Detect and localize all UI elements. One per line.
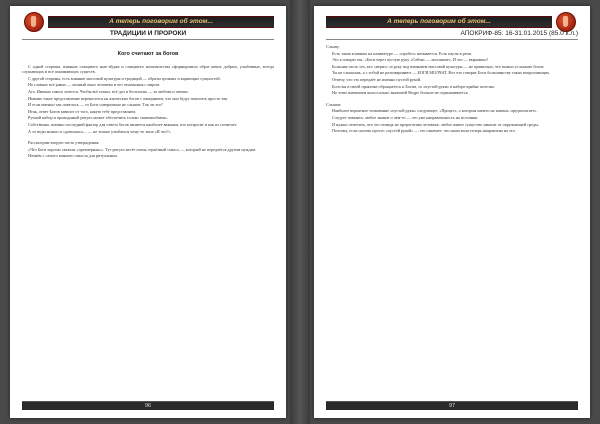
paragraph: Рассмотрим вторую часть утверждения: — [28, 140, 100, 146]
paragraph: Именно такое представление переносится на языческих богов с ожиданием, что они будут помогать просто так. — [28, 95, 229, 101]
right-page — [314, 6, 590, 418]
paragraph: Но главное всё равно — личный опыт человека и его отношения с миром. — [28, 82, 161, 88]
paragraph: «Что Боги хорошо сказали «чрезмерная»». Тут ритуал несёт очень серьёзный смысл, — который не передаётся другим нуждам. — [28, 146, 257, 152]
paragraph: С одной стороны, влияние слащавого нью-эйджа и слащавого неоязычества сформировало образ неких добрых, улыбчивых, всегда слушающих и всё понимающих существ. — [22, 63, 274, 75]
article-body — [22, 44, 274, 396]
paragraph: Большая часть тех, кто «верит» за руку под влиянием массовой культуры — не правильно, что можно услышать богов. — [332, 63, 545, 69]
paragraph: Боги вы в своей практике обращаетесь к Богам, то «пустой руки» в наборе крайне полезно. — [332, 83, 496, 89]
paragraph: Ты не слышишь, а с тобой не разговаривают — БОГИ МОЛЧАТ. Вот что говорят Боги большинству таких вопрошающих. — [332, 70, 551, 76]
paragraph: И если именно так повелось — то Боги совершенно не слышат. Так ли это? — [28, 102, 163, 108]
paragraph: Следует помнить: любое знание о чём-то — это уже направленность на источник. — [332, 114, 479, 120]
paragraph: Начнём с самого важного смысла для ритуальных. — [28, 153, 119, 159]
article-body — [326, 44, 578, 396]
page-number: 96 — [22, 401, 274, 410]
paragraph: Итак, ответ Богов зависит от того, какую тебе представляем. — [28, 108, 137, 114]
paragraph: Слышу. — [326, 44, 340, 49]
paragraph: Наиболее вероятное толкование «пустой руки» следующее: «Процесс, о котором ничего не знаешь, предполагает». — [332, 108, 538, 114]
left-page — [10, 6, 286, 418]
paragraph: Но этим значением колоссально значимей Ведро больше не ограничивается. — [332, 90, 469, 96]
running-header: А теперь поговорим об этом... — [48, 16, 274, 28]
paragraph: Собственно, именно последний фактор для ответа богов является наиболее важным, кто попросит и как их почитает. — [28, 121, 238, 127]
paragraph: Отвечу, что это передаёт не именно пустой рукой. — [332, 76, 422, 82]
page-number: 97 — [326, 401, 578, 410]
paragraph: Ручной набор и проводимый ритуал может обеспечить только «взаимообмен». — [28, 115, 169, 121]
article-title: Кого считают за богов — [117, 51, 179, 57]
paragraph: И нужно отметить, что это отнюдь не прерогатива человека: любое живое существо зависит от окружающей среды. — [332, 121, 539, 127]
section-title: АПОКРИФ-85: 16-31.01.2015 (85.0 к.л.) — [326, 28, 578, 40]
paragraph: С другой стороны, есть влияние массовой культуры и традиций — образы грозных и карающих сущностей. — [28, 75, 221, 81]
paragraph: А то веды можно и «довольно»... — не только улыбаться чему-то типа «И что?» — [28, 128, 171, 134]
book-gutter — [290, 0, 310, 424]
paragraph: Ага. Именно такого хочется. Чтобы всё понял, всё дал и бесплатно — за любовь и свечки. — [28, 88, 189, 94]
paragraph: Поэтому, если сказать просто «пустой рукой» — это означает, что наша воля теперь направлена на это. — [332, 128, 516, 134]
subheading: Слышат. — [326, 101, 342, 107]
paragraph: Это я говорю так: «Боги через пустую руку «Сейчас — молчание». И это — выражено! — [332, 57, 489, 63]
running-header: А теперь поговорим об этом... — [326, 16, 552, 28]
paragraph: Есть такая клавиша на клавиатуре — «пробел» называется. Есть паузы в речи. — [332, 50, 472, 56]
section-title: ТРАДИЦИИ И ПРОРОКИ — [22, 28, 274, 40]
